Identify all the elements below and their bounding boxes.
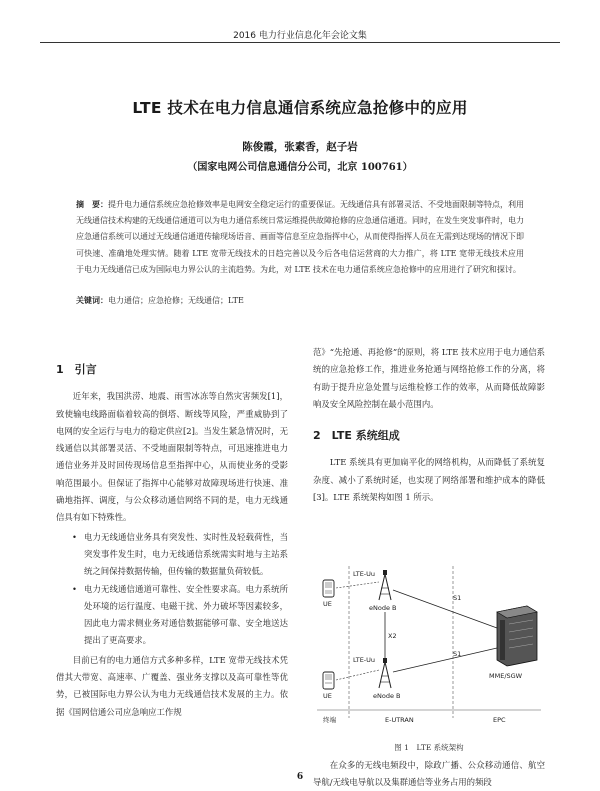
section-1-bullet-1: • 电力无线通信业务具有突发性、实时性及轻载荷性，当突发事件发生时，电力无线通信系统需实时地与主站系统之间保持数据传输，但传输的数据量负荷较低。 [72,529,288,581]
right-column [313,344,545,506]
terminal-domain-label: 终端 [323,716,336,724]
section-1-bullets [56,529,288,650]
keywords-text: 电力通信；应急抢修；无线通信；LTE [108,296,244,305]
keywords [76,293,524,308]
enodeb-b-label: eNode B [373,692,401,700]
paper-title: LTE 技术在电力信息通信系统应急抢修中的应用 [132,99,468,117]
s1-top-interface-line [393,590,497,628]
figure-lte-architecture [313,560,545,730]
section-2-paragraph-1: LTE 系统具有更加扁平化的网络机构，从而降低了系统复杂度、减小了系统时延，也实现了网络部署和维护成本的降低[3]。LTE 系统架构如图 1 所示。 [313,457,545,503]
page-number: 6 [296,772,304,782]
ue-top-label: UE [323,600,332,608]
paper-affiliation: （国家电网公司信息通信分公司，北京 100761） [187,162,413,173]
abstract-label: 摘 要： [76,199,108,209]
section-1-bullet-2: • 电力无线通信通道可靠性、安全性要求高。电力系统所处环境的运行温度、电磁干扰、外力破坏等因素较多，因此电力需求侧业务对通信数据能够可靠、安全地送达提出了更高要求。 [72,581,288,650]
s1-bottom-interface-line [393,648,497,672]
running-header: 2016 电力行业信息化年会论文集 [233,31,367,41]
ue-top-phone-icon [323,580,334,597]
left-column [56,345,288,721]
after-figure-paragraph: 在众多的无线电频段中，除政广播、公众移动通信、航空导航/无线电导航以及集群通信等业务占用的频段 [313,760,545,787]
lte-uu-bottom-link [336,670,379,680]
mme-sgw-label: MME/SGW [489,672,523,680]
section-2-heading: 2 LTE 系统组成 [313,429,400,443]
eutran-domain-label: E-UTRAN [385,716,414,724]
section-1-paragraph-1: 近年来，我国洪涝、地震、雨雪冰冻等自然灾害频发[1]，致使输电线路面临着较高的倒塔、断线等风险，严重威胁到了电网的安全运行与电力的稳定供应[2]。当发生紧急情况时，无线通信以其部署灵活、不受地面限制等特点，可迅速推进电力通信业务并及时回传现场信息至指挥中心，从而使业务的受影响范围最小。但保证了指挥中心能够对故障现场进行快速、准确地指挥、调度，与公众移动通信网络不同的是，电力无线通信具有如下特殊性。 [56,391,288,523]
enodeb-b-tower-icon [379,658,391,688]
abstract [76,196,524,278]
ue-bottom-label: UE [323,692,332,700]
x2-label: X2 [388,632,397,640]
lte-uu-top-link [336,582,379,588]
enodeb-a-tower-icon [379,570,391,600]
keywords-label: 关键词： [76,295,108,305]
s1-top-label: S1 [453,594,462,602]
section-1-paragraph-2: 目前已有的电力通信方式多种多样，LTE 宽带无线技术凭借其大带宽、高速率、广覆盖、强业务支撑以及高可靠性等优势，已被国际电力界公认为电力无线通信技术发展的主力。依据《国网信通公司应急响应工作规 [56,654,288,717]
s1-bottom-label: S1 [453,650,462,658]
abstract-text: 提升电力通信系统应急抢修效率是电网安全稳定运行的重要保证。无线通信具有部署灵活、不受地面限制等特点，利用无线通信技术构建的无线通信通道可以为电力通信系统日常运维提供故障抢修的应急通信通道。同时，在发生突发事件时，电力应急通信系统可以通过无线通信通道传输现场语音、画面等信息至应急指挥中心，从而使得指挥人员在无需到达现场的情况下即可快速、准确地处理实情。随着 LTE 宽带无线技术的日趋完善以及今后各电信运营商的大力推广，将 LTE 宽带无线技术应用于电力无线通信已成为国际电力界公认的主流趋势。为此，对 LTE 技术在电力通信系统应急抢修中的应用进行了研究和探讨。 [76,200,524,274]
section-1-heading: 1 引言 [56,363,97,376]
right-column-continuation: 范》“先抢通、再抢修”的原则，将 LTE 技术应用于电力通信系统的应急抢修工作，推进业务抢通与网络抢修工作的分离，将有助于提升应急处置与运维检修工作的效率，从而降低故障影响及安全风险控制在最小范围内。 [313,347,545,409]
header-rule [40,42,560,43]
lte-uu-top-label: LTE-Uu [353,570,376,578]
figure-1-caption: 图 1 LTE 系统架构 [394,743,464,752]
ue-bottom-phone-icon [323,672,334,689]
epc-domain-label: EPC [493,716,506,724]
paper-authors: 陈俊霞，张素香，赵子岩 [242,141,358,153]
lte-uu-bottom-label: LTE-Uu [353,656,376,664]
enodeb-a-label: eNode B [369,604,397,612]
mme-sgw-server-icon [497,606,537,666]
lte-architecture-diagram [313,560,545,730]
